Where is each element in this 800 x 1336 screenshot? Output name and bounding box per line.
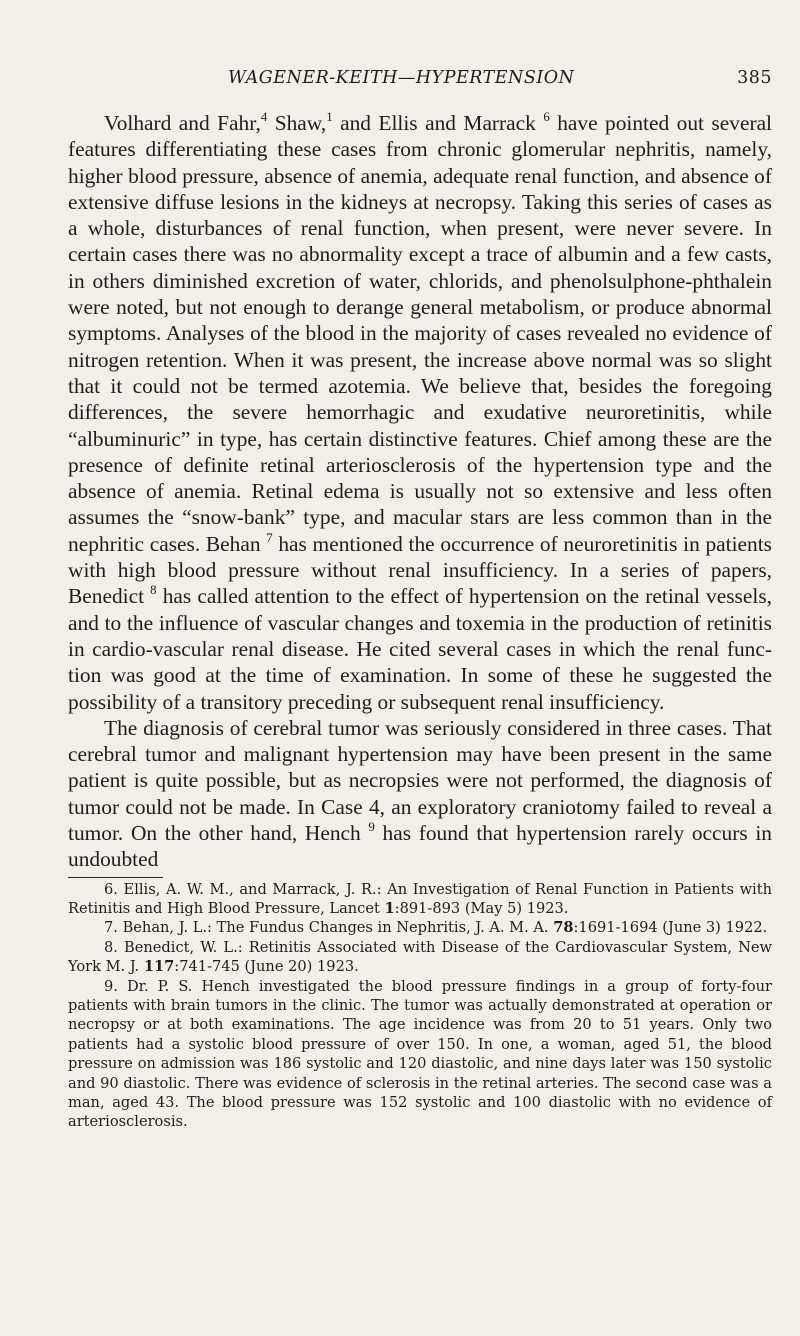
- ref-9: 9: [368, 820, 375, 835]
- text-run: 8. Benedict, W. L.: Retinitis Associated with Disease of the Cardiovascular System, New York M. J.: [68, 938, 772, 976]
- ref-4: 4: [260, 110, 268, 125]
- paragraph-2: [68, 715, 772, 873]
- text-run: and Ellis and Marrack: [332, 111, 544, 135]
- volume-number: 1: [384, 900, 395, 918]
- text-run: :741-745 (June 20) 1923.: [174, 958, 359, 976]
- page: [68, 62, 772, 1132]
- ref-7: 7: [266, 530, 273, 545]
- footnote-rule: [68, 877, 163, 878]
- footnote-7: [68, 918, 772, 937]
- text-run: has called attention to the effect of hypertension on the retinal vessels, and to the influence of vascular changes and toxemia in the production of retinitis in cardio-vascular renal disease. He cited several cases in which the renal func-tion was good at the time of examination. In some of these he suggested the possibility of a transitory preceding or subsequent renal insufficiency.: [68, 584, 772, 714]
- page-number: 385: [737, 68, 772, 88]
- text-run: Volhard and Fahr,: [104, 111, 261, 135]
- text-run: 6. Ellis, A. W. M., and Marrack, J. R.: An Investigation of Renal Function in Patients with Retinitis and High Blood Pressure, Lancet: [68, 880, 772, 918]
- footnote-9: 9. Dr. P. S. Hench investigated the blood pressure findings in a group of forty-four patients with brain tumors in the clinic. The tumor was actually demonstrated at operation or necropsy or at both examinations. The age incidence was from 20 to 51 years. Only two patients had a systolic blood pressure of over 150. In one, a woman, aged 51, the blood pressure on admission was 186 systolic and 120 diastolic, and nine days later was 150 systolic and 90 diastolic. There was evidence of sclerosis in the retinal arteries. The second case was a man, aged 43. The blood pressure was 152 systolic and 100 diastolic with no evidence of arteriosclerosis.: [68, 977, 772, 1131]
- volume-number: 78: [553, 919, 574, 937]
- text-run: The diagnosis of cerebral tumor was seriously considered in three cases. That cerebral tumor and malignant hypertension may have been present in the same patient is quite possible, but as necropsies were not performed, the diagnosis of tumor could not be made. In Case 4, an exploratory craniotomy failed to reveal a tumor. On the other hand, Hench: [68, 715, 772, 846]
- text-run: :1691-1694 (June 3) 1922.: [573, 919, 768, 937]
- text-run: 7. Behan, J. L.: The Fundus Changes in Nephritis, J. A. M. A.: [104, 919, 554, 937]
- running-head: [68, 62, 772, 102]
- paragraph-1: [68, 110, 772, 715]
- text-run: have pointed out several features differentiating these cases from chronic glomerular nephritis, namely, higher blood pressure, absence of anemia, adequate renal function, and absence of extensive diffuse lesions in the kidneys at necropsy. Taking this series of cases as a whole, disturbances of renal function, when present, were never severe. In certain cases there was no abnormality except a trace of albumin and a few casts, in others diminished excretion of water, chlorids, and phenolsulphone-phthalein were noted, but not enough to derange general metabolism, or produce abnormal symptoms. Analyses of the blood in the majority of cases revealed no evidence of nitrogen retention. When it was present, the increase above normal was so slight that it could not be termed azotemia. We believe that, besides the foregoing differences, the severe hemorrhagic and exudative neuroretinitis, while “albuminuric” in type, has certain distinctive features. Chief among these are the presence of definite retinal arteriosclerosis of the hypertension type and the absence of anemia. Retinal edema is usually not so extensive and less often assumes the “snow-bank” type, and macular stars are less common than in the nephritic cases. Behan: [68, 111, 772, 556]
- ref-1: 1: [326, 110, 333, 125]
- text-run: has found that hypertension rarely occurs in undoubted: [68, 821, 772, 872]
- volume-number: 117: [143, 958, 175, 976]
- body-text: [68, 110, 772, 873]
- text-run: Shaw,: [267, 111, 327, 135]
- footnote-8: [68, 938, 772, 977]
- text-run: has mentioned the occurrence of neuroretinitis in patients with high blood pressure without renal insufficiency. In a series of papers, Benedict: [68, 531, 772, 609]
- footnotes: [68, 880, 772, 1132]
- footnote-6: [68, 880, 772, 919]
- ref-6: 6: [543, 110, 550, 125]
- text-run: :891-893 (May 5) 1923.: [394, 900, 569, 918]
- ref-8: 8: [150, 583, 157, 598]
- running-title: WAGENER-KEITH—HYPERTENSION: [228, 68, 575, 88]
